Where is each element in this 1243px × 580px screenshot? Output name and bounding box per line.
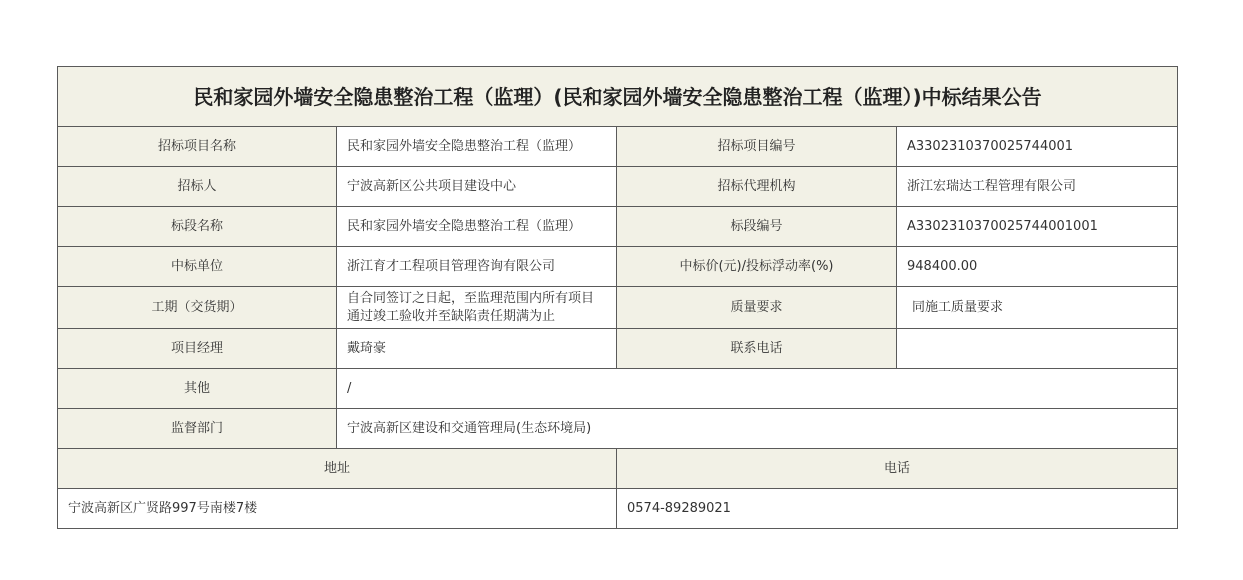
manager-value: 戴琦豪 <box>337 329 617 369</box>
section-name-label: 标段名称 <box>58 207 337 247</box>
quality-label: 质量要求 <box>617 287 897 329</box>
winner-label: 中标单位 <box>58 247 337 287</box>
bid-result-table <box>57 66 1178 529</box>
agency-value: 浙江宏瑞达工程管理有限公司 <box>897 167 1178 207</box>
manager-label: 项目经理 <box>58 329 337 369</box>
tenderer-value: 宁波高新区公共项目建设中心 <box>337 167 617 207</box>
price-value: 948400.00 <box>897 247 1178 287</box>
contact-phone-label: 电话 <box>617 449 1178 489</box>
project-code-label: 招标项目编号 <box>617 127 897 167</box>
other-label: 其他 <box>58 369 337 409</box>
supervisor-label: 监督部门 <box>58 409 337 449</box>
contact-phone-value: 0574-89289021 <box>617 489 1178 529</box>
phone-value <box>897 329 1178 369</box>
project-name-label: 招标项目名称 <box>58 127 337 167</box>
notice-title: 民和家园外墙安全隐患整治工程（监理）(民和家园外墙安全隐患整治工程（监理）)中标结果公告 <box>58 67 1178 127</box>
phone-label: 联系电话 <box>617 329 897 369</box>
address-label: 地址 <box>58 449 617 489</box>
tenderer-label: 招标人 <box>58 167 337 207</box>
quality-value: 同施工质量要求 <box>897 287 1178 329</box>
agency-label: 招标代理机构 <box>617 167 897 207</box>
other-value: / <box>337 369 1178 409</box>
winner-value: 浙江育才工程项目管理咨询有限公司 <box>337 247 617 287</box>
price-label: 中标价(元)/投标浮动率(%) <box>617 247 897 287</box>
project-code-value: A3302310370025744001 <box>897 127 1178 167</box>
period-label: 工期（交货期） <box>58 287 337 329</box>
supervisor-value: 宁波高新区建设和交通管理局(生态环境局) <box>337 409 1178 449</box>
project-name-value: 民和家园外墙安全隐患整治工程（监理） <box>337 127 617 167</box>
period-value: 自合同签订之日起，至监理范围内所有项目通过竣工验收并至缺陷责任期满为止 <box>337 287 617 329</box>
section-code-value: A3302310370025744001001 <box>897 207 1178 247</box>
section-name-value: 民和家园外墙安全隐患整治工程（监理） <box>337 207 617 247</box>
address-value: 宁波高新区广贤路997号南楼7楼 <box>58 489 617 529</box>
section-code-label: 标段编号 <box>617 207 897 247</box>
